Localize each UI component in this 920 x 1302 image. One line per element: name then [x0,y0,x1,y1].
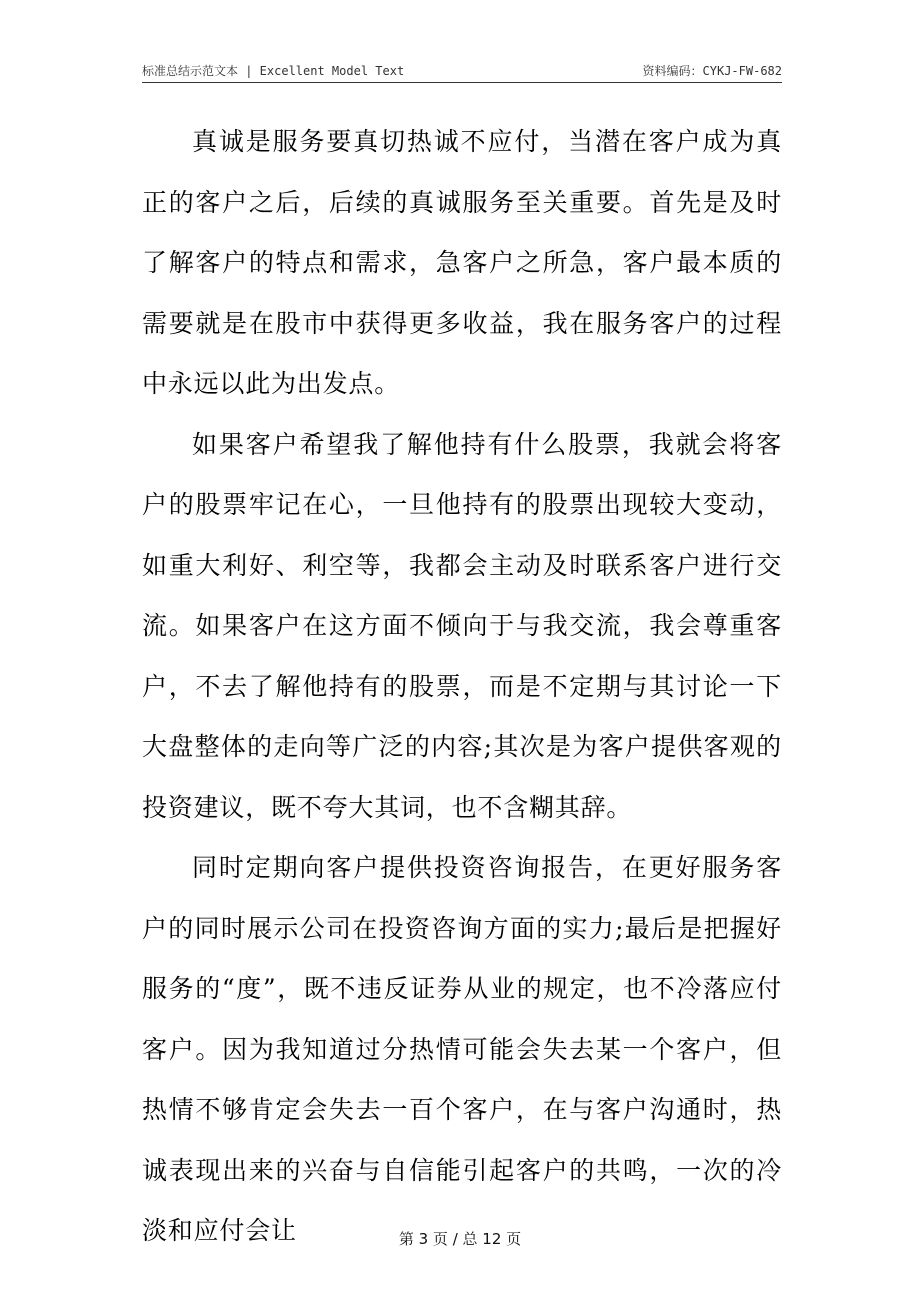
header-document-code: 资料编码：CYKJ-FW-682 [642,64,782,78]
page-number: 第 3 页 / 总 12 页 [398,1230,522,1248]
paragraph-3: 同时定期向客户提供投资咨询报告，在更好服务客户的同时展示公司在投资咨询方面的实力;最后是把握好服务的“度”，既不违反证券从业的规定，也不冷落应付客户。因为我知道过分热情可能会失去某一个客户，但热情不够肯定会失去一百个客户，在与客户沟通时，热诚表现出来的兴奋与自信能引起客户的共鸣，一次的冷淡和应付会让 [142,853,782,1245]
paragraph-1: 真诚是服务要真切热诚不应付，当潜在客户成为真正的客户之后，后续的真诚服务至关重要。首先是及时了解客户的特点和需求，急客户之所急，客户最本质的需要就是在股市中获得更多收益，我在服务客户的过程中永远以此为出发点。 [142,127,782,398]
header-divider [142,82,782,83]
page-footer [0,1228,920,1249]
document-body [142,112,782,1262]
paragraph-2: 如果客户希望我了解他持有什么股票，我就会将客户的股票牢记在心，一旦他持有的股票出现较大变动，如重大利好、利空等，我都会主动及时联系客户进行交流。如果客户在这方面不倾向于与我交流，我会尊重客户，不去了解他持有的股票，而是不定期与其讨论一下大盘整体的走向等广泛的内容;其次是为客户提供客观的投资建议，既不夸大其词，也不含糊其辞。 [142,429,782,822]
page-header [142,62,782,80]
header-title: 标准总结示范文本 | Excellent Model Text [142,64,405,78]
